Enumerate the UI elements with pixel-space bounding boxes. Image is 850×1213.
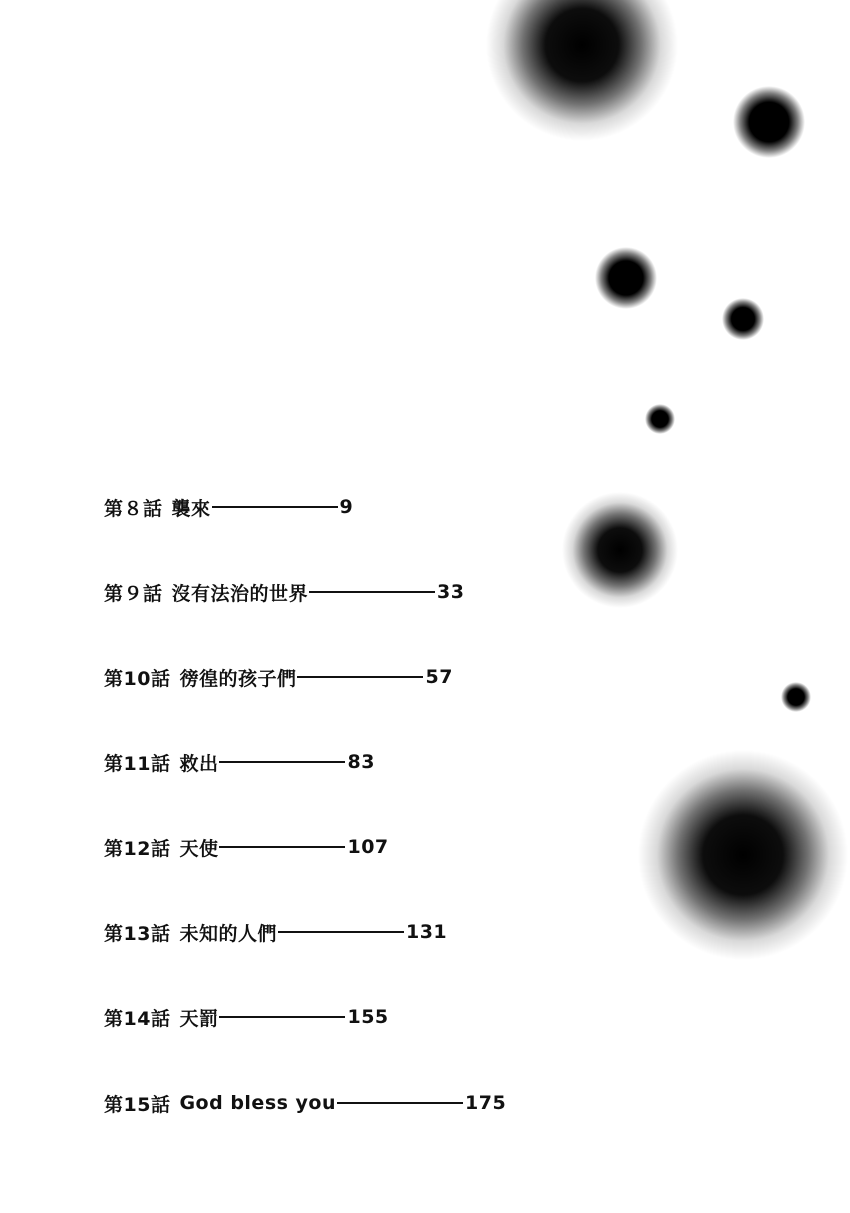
- leader-line: [212, 506, 338, 508]
- dot-4: [722, 298, 764, 340]
- toc-entry[interactable]: [104, 1002, 389, 1032]
- toc-entry[interactable]: [104, 747, 375, 777]
- chapter-number: 第15話: [104, 1093, 171, 1116]
- chapter-title: 襲來: [171, 497, 211, 520]
- toc-entry[interactable]: [104, 832, 389, 862]
- chapter-page-number: 83: [347, 751, 375, 773]
- toc-entry[interactable]: [104, 917, 447, 947]
- leader-line: [309, 591, 435, 593]
- chapter-title: 天使: [179, 837, 219, 860]
- chapter-number: 第14話: [104, 1007, 171, 1030]
- leader-line: [297, 676, 423, 678]
- dot-3: [595, 247, 657, 309]
- chapter-number: 第11話: [104, 752, 171, 775]
- chapter-number: 第８話: [104, 497, 163, 520]
- leader-line: [278, 931, 404, 933]
- chapter-page-number: 155: [347, 1006, 389, 1028]
- chapter-title: God bless you: [179, 1092, 337, 1114]
- chapter-number: 第13話: [104, 922, 171, 945]
- chapter-page-number: 33: [437, 581, 465, 603]
- toc-entry[interactable]: [104, 662, 453, 692]
- leader-line: [219, 1016, 345, 1018]
- chapter-page-number: 9: [339, 496, 354, 518]
- dot-5: [645, 404, 675, 434]
- chapter-title: 救出: [179, 752, 219, 775]
- chapter-title: 未知的人們: [179, 922, 277, 945]
- chapter-number: 第10話: [104, 667, 171, 690]
- dot-1: [486, 0, 678, 141]
- chapter-page-number: 131: [405, 921, 448, 943]
- chapter-page-number: 57: [425, 666, 453, 688]
- leader-line: [219, 761, 345, 763]
- chapter-title: 天罰: [179, 1007, 219, 1030]
- chapter-number: 第９話: [104, 582, 163, 605]
- chapter-title: 沒有法治的世界: [171, 582, 309, 605]
- leader-line: [337, 1102, 463, 1104]
- chapter-number: 第12話: [104, 837, 171, 860]
- dot-8: [638, 750, 848, 960]
- dot-2: [733, 86, 805, 158]
- chapter-page-number: 175: [465, 1092, 507, 1114]
- chapter-page-number: 107: [347, 836, 389, 858]
- toc-entry[interactable]: [104, 1088, 506, 1118]
- toc-entry[interactable]: [104, 492, 353, 522]
- dot-7: [781, 682, 811, 712]
- toc-entry[interactable]: [104, 577, 464, 607]
- chapter-title: 徬徨的孩子們: [179, 667, 297, 690]
- dot-6: [562, 492, 678, 608]
- leader-line: [219, 846, 345, 848]
